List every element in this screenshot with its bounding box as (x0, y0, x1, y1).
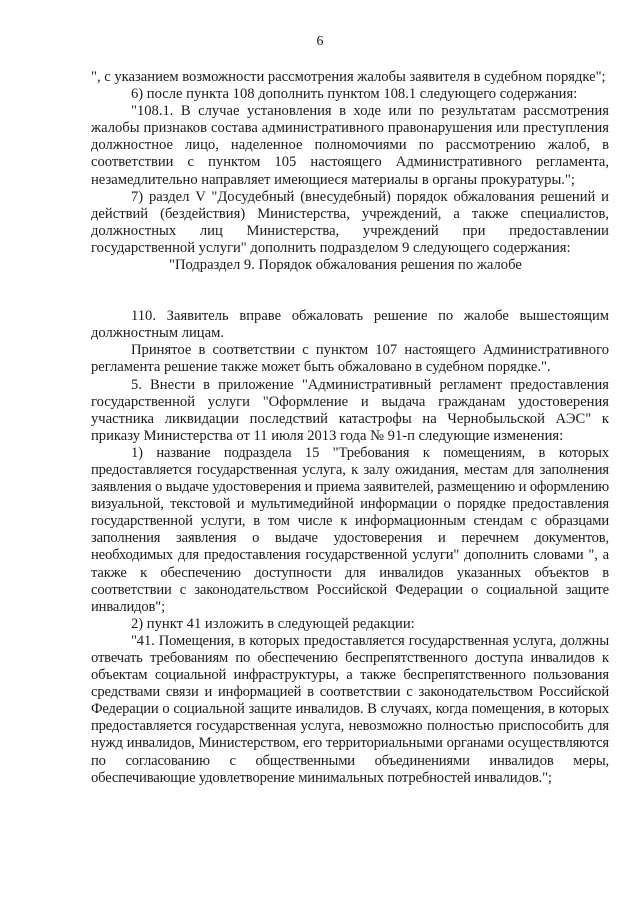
page-number: 6 (316, 34, 324, 49)
paragraph-court-appeal: Принятое в соответствии с пунктом 107 настоящего Административного регламента решение также может быть обжаловано в судебном порядке.". (91, 342, 609, 376)
paragraph-108-1: "108.1. В случае установления в ходе или по результатам рассмотрения жалобы признаков состава административного правонарушения или преступления должностное лицо, наделенное полномочиями по рассмотрению жалоб, в соответствии с пунктом 105 настоящего Административного регламента, незамедлительно направляет имеющиеся материалы в органы прокуратуры."; (91, 103, 609, 188)
subsection-heading-9: "Подраздел 9. Порядок обжалования решения по жалобе (169, 257, 522, 274)
paragraph-110: 110. Заявитель вправе обжаловать решение по жалобе вышестоящим должностным лицам. (91, 308, 609, 342)
paragraph-item-6: 6) после пункта 108 дополнить пунктом 108.1 следующего содержания: (131, 86, 578, 103)
document-body (91, 69, 609, 787)
paragraph-41: "41. Помещения, в которых предоставляется государственная услуга, должны отвечать требованиям по обеспечению беспрепятственного доступа инвалидов к объектам социальной инфраструктуры, а также беспрепятственного пользования средствами связи и информацией в соответствии с законодательством Российской Федерации о социальной защите инвалидов. В случаях, когда помещения, в которых предоставляется государственная услуга, невозможно полностью приспособить для нужд инвалидов, Министерством, его территориальными органами осуществляются по согласованию с общественными объединениями инвалидов меры, обеспечивающие удовлетворение минимальных потребностей инвалидов."; (91, 632, 609, 786)
blank-space (91, 274, 609, 308)
paragraph-5-amendment: 5. Внести в приложение "Административный регламент предоставления государственной услуги "Оформление и выдача гражданам удостоверения участника ликвидации последствий катастрофы на Чернобыльской АЭС" к приказу Министерства от 11 июля 2013 года № 91-п следующие изменения: (91, 376, 609, 444)
paragraph-item-41-intro: 2) пункт 41 изложить в следующей редакции: (131, 615, 415, 632)
paragraph-item-7: 7) раздел V "Досудебный (внесудебный) порядок обжалования решений и действий (бездействия) Министерства, учреждений, а также специалистов, должностных лиц Министерства, учреждений при предоставлении государственной услуги" дополнить подразделом 9 следующего содержания: (91, 188, 609, 256)
paragraph-complaint-court: ", с указанием возможности рассмотрения жалобы заявителя в судебном порядке"; (91, 69, 606, 85)
paragraph-subsection-15: 1) название подраздела 15 "Требования к помещениям, в которых предоставляется государственная услуга, к залу ожидания, местам для заполнения заявления о выдаче удостоверения и приема заявителей, размещению и оформлению визуальной, текстовой и мультимедийной информации о порядке предоставления государственной услуги, в том числе к информационным стендам с образцами заполнения заявления о выдаче удостоверения и перечнем документов, необходимых для предоставления государственной услуги" дополнить словами ", а также к обеспечению доступности для инвалидов указанных объектов в соответствии с законодательством Российской Федерации о социальной защите инвалидов"; (91, 444, 609, 615)
